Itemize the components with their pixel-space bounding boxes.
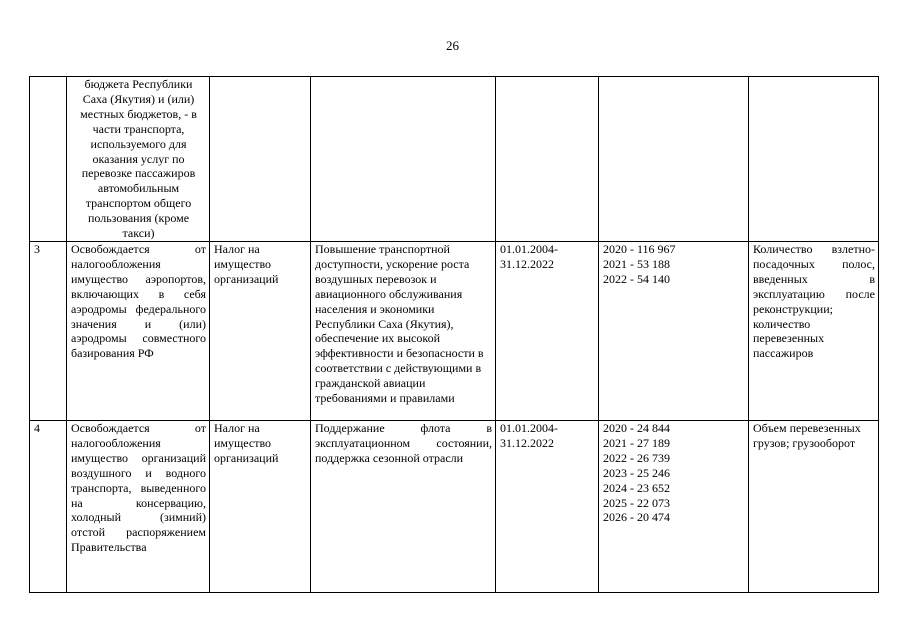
amount-line: 2025 - 22 073 <box>603 495 670 510</box>
goal-description: Поддержание флота в эксплуатационном состоянии, поддержка сезонной отрасли <box>311 420 496 592</box>
amounts-cell <box>599 241 749 420</box>
tax-benefits-table <box>29 76 879 593</box>
validity-period <box>496 77 599 242</box>
amount-line: 2020 - 116 967 <box>603 241 676 256</box>
amount-line: 2021 - 53 188 <box>603 256 670 271</box>
goal-description: Повышение транспортной доступности, ускорение роста воздушных перевозок и авиационного обслуживания населения и экономики Республики Саха (Якутия), обеспечение их высокой эффективности и безопасности в соответствии с действующими в гражданской авиации требованиями и правилами <box>311 241 496 420</box>
amount-line: 2024 - 23 652 <box>603 480 670 495</box>
row-number: 3 <box>30 241 67 420</box>
page-number: 26 <box>446 38 459 53</box>
amounts-cell <box>599 77 749 242</box>
tax-type: Налог на имущество организаций <box>210 420 311 592</box>
indicator-description <box>749 77 879 242</box>
amount-line: 2022 - 54 140 <box>603 271 670 286</box>
benefit-description: бюджета Республики Саха (Якутия) и (или) местных бюджетов, - в части транспорта, используемого для оказания услуг по перевозке пассажиров автомобильным транспортом общего пользования (кроме такси) <box>67 77 210 242</box>
table-row <box>30 241 879 420</box>
amount-line: 2022 - 26 739 <box>603 450 670 465</box>
indicator-description: Объем перевезенных грузов; грузооборот <box>749 420 879 592</box>
amounts-cell <box>599 420 749 592</box>
table-row <box>30 420 879 592</box>
benefit-description: Освобождается от налогообложения имущество аэропортов, включающих в себя аэродромы федерального значения и (или) аэродромы совместного базирования РФ <box>67 241 210 420</box>
validity-period: 01.01.2004-31.12.2022 <box>496 241 599 420</box>
amount-line: 2021 - 27 189 <box>603 435 670 450</box>
row-number <box>30 77 67 242</box>
validity-period: 01.01.2004-31.12.2022 <box>496 420 599 592</box>
tax-type: Налог на имущество организаций <box>210 241 311 420</box>
indicator-description: Количество взлетно-посадочных полос, введенных в эксплуатацию после реконструкции; количество перевезенных пассажиров <box>749 241 879 420</box>
goal-description <box>311 77 496 242</box>
tax-type <box>210 77 311 242</box>
amount-line: 2026 - 20 474 <box>603 510 670 525</box>
amount-line: 2020 - 24 844 <box>603 420 670 435</box>
benefit-description: Освобождается от налогообложения имущество организаций воздушного и водного транспорта, выведенного на консервацию, холодный (зимний) отстой распоряжением Правительства <box>67 420 210 592</box>
table-row <box>30 77 879 242</box>
row-number: 4 <box>30 420 67 592</box>
amount-line: 2023 - 25 246 <box>603 465 670 480</box>
